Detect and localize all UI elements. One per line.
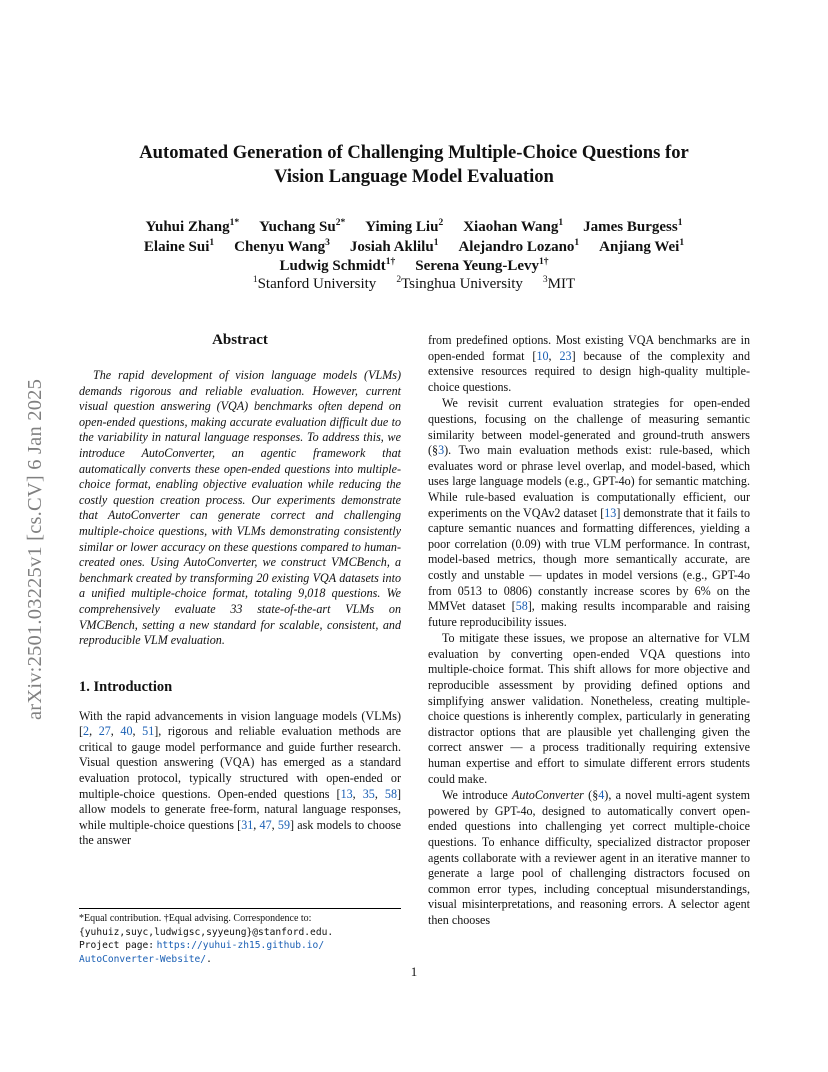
affiliation: $^1$Stanford University (252, 275, 377, 292)
text-segment: ] because of the complexity and extensive resources required to design high-quality multiple-choice questions. (428, 348, 751, 394)
title-line-1: Automated Generation of Challenging Multiple-Choice Questions for (139, 142, 689, 163)
author-list (90, 218, 738, 277)
citation-link[interactable]: 27 (98, 724, 111, 739)
citation-link[interactable]: 13 (604, 505, 617, 520)
intro-paragraph-4 (428, 631, 750, 787)
author-affiliation-marker: 2* (335, 218, 346, 228)
author-row-1 (90, 218, 738, 238)
introduction-heading: 1. Introduction (79, 678, 173, 695)
author-name: Xiaohan Wang$^1$ (463, 218, 564, 235)
text-segment: ] demonstrate that it fails to capture semantic nuances and formatting differences, yielding a poor correlation (0.09) with true VLM performance. In contrast, model-based metrics, though more semantically accurate, are costly and unstable — updates in model versions (e.g., GPT-4o from 0513 to 0806) constantly increase scores by 6% on the MMVet dataset [ (428, 505, 750, 614)
intro-paragraph-5 (428, 788, 750, 928)
author-row-2 (90, 238, 738, 258)
author-name: Anjiang Wei$^1$ (599, 237, 685, 255)
text-segment: , (271, 817, 278, 832)
emphasized-text: AutoConverter (512, 788, 584, 803)
author-name: Yuchang $Su^{2*}$ (259, 218, 346, 235)
citation-link[interactable]: 23 (559, 348, 572, 363)
author-affiliation-marker: 1† (539, 257, 549, 267)
text-segment: , (89, 724, 99, 739)
left-column (79, 332, 401, 849)
author-name: Josiah Aklilu$^1$ (349, 237, 439, 255)
text-segment: ). Two main evaluation methods exist: rule-based, which evaluates word or phrase level overlap, and model-based, which uses large language models (e.g., GPT-4o) for semantic matching. While rule-based evaluation is computationally efficient, our experiments on the VQAv2 dataset [ (428, 443, 750, 520)
footnote-emails: {yuhuiz,suyc,ludwigsc,syyeung}@stanford.edu. (79, 926, 334, 938)
affiliation: $^3$MIT (542, 275, 576, 292)
author-affiliation-marker: 3 (325, 237, 330, 248)
text-segment: ] allow models to generate free-form, natural language responses, while multiple-choice questions [ (79, 786, 402, 832)
project-page-link[interactable]: https://yuhui-zh15.github.io/ (156, 940, 325, 952)
text-segment: , (132, 724, 143, 739)
author-name: James Burgess$^1$ (583, 218, 683, 235)
citation-link[interactable]: 4 (598, 788, 605, 803)
text-segment: We revisit current evaluation strategies for open-ended questions, focusing on the challenge of measuring semantic similarity between model-generated and ground-truth answers (§ (428, 396, 750, 458)
citation-link[interactable]: 31 (241, 817, 254, 832)
right-column (428, 333, 750, 929)
text-segment: We introduce (442, 788, 513, 803)
affiliation-list (90, 275, 738, 294)
abstract-heading: Abstract (212, 332, 268, 348)
text-segment: , (352, 786, 363, 801)
text-segment: With the rapid advancements in vision language models (VLMs) [ (79, 708, 401, 739)
intro-paragraph-2 (428, 333, 750, 395)
footnote-project-label: Project page: (79, 940, 155, 952)
author-affiliation-marker: 1 (558, 218, 564, 228)
author-name: Elaine Sui$^1$ (143, 237, 215, 255)
author-name: Yuhui Zhang$^{1*}$ (145, 218, 240, 235)
author-affiliation-marker: 1 (677, 218, 683, 228)
citation-link[interactable]: 58 (384, 786, 397, 801)
paper-title (100, 141, 728, 189)
title-line-2: Vision Language Model Evaluation (274, 166, 554, 187)
page-number: 1 (410, 964, 418, 979)
author-name: Alejandro Lozano$^1$ (458, 237, 580, 255)
text-segment: ), a novel multi-agent system powered by GPT-4o, designed to automatically convert open-ended questions into challenging yet correct multiple-choice questions. To enhance difficulty, specialized distractor proposer agents collaborate with a reviewer agent in an iterative manner to generate a large pool of challenging distractors focused on common error types, including conceptual misunderstandings, visual misinterpretations, and reasoning errors. A selector agent then chooses (428, 788, 750, 927)
text-segment: , (253, 817, 260, 832)
author-affiliation-marker: 1 (209, 237, 215, 248)
author-affiliation-marker: 1 (433, 237, 439, 248)
citation-link[interactable]: 51 (142, 724, 155, 739)
footnote-equal-contribution: *Equal contribution. †Equal advising. Correspondence to: (79, 913, 312, 924)
citation-link[interactable]: 47 (259, 817, 272, 832)
project-page-link-continued[interactable]: AutoConverter-Website/ (79, 953, 207, 965)
arxiv-identifier-stamp: arXiv:2501.03225v1 [cs.CV] 6 Jan 2025 (24, 378, 46, 720)
citation-link[interactable]: 59 (277, 817, 290, 832)
author-row-3 (90, 257, 738, 277)
author-name: Yiming Liu$^2$ (365, 218, 444, 235)
text-segment: To mitigate these issues, we propose an alternative for VLM evaluation by converting open-ended VQA questions into multiple-choice format. This shift allows for more objective and reproducible assessment by providing defined options and simplifying answer validation. Nonetheless, creating multiple-choice questions is inherently complex, particularly in generating distractor options that are plausible yet challenging given the correct answer — a process traditionally requiring extensive human expertise and effort to simulate different errors students could make. (428, 631, 750, 786)
author-name: Serena Yeung-Levy$^{1\dagger}$ (415, 257, 549, 274)
citation-link[interactable]: 35 (362, 786, 375, 801)
citation-link[interactable]: 40 (120, 724, 133, 739)
author-name: Chenyu Wang$^3$ (234, 237, 330, 255)
text-segment: , (110, 724, 121, 739)
citation-link[interactable]: 58 (515, 599, 528, 614)
citation-link[interactable]: 13 (340, 786, 353, 801)
text-segment: from predefined options. Most existing VQA benchmarks are in open-ended format [ (428, 333, 750, 363)
affiliation: $^2$Tsinghua University (396, 275, 523, 292)
author-affiliation-marker: 2 (438, 218, 444, 228)
intro-paragraph-3 (428, 396, 750, 630)
text-segment: ], rigorous and reliable evaluation methods are critical to gauge model performance and guide further research. Visual question answering (VQA) has emerged as a standard evaluation protocol, typically structured with open-ended or multiple-choice questions. Open-ended questions [ (79, 724, 402, 801)
text-segment: ] ask models to choose the answer (79, 817, 402, 848)
citation-link[interactable]: 3 (438, 443, 445, 458)
text-segment: ], making results incomparable and raising future reproducibility issues. (428, 599, 750, 629)
footnotes: *Equal contribution. †Equal advising. Correspondence to: {yuhuiz,suyc,ludwigsc,syyeung}@stanford.edu. Project page: https://yuhui-zh15.github.io/ AutoConverter-Website/. (79, 908, 401, 966)
text-segment: , (548, 348, 560, 363)
author-affiliation-marker: 1† (385, 257, 396, 267)
abstract-text: The rapid development of vision language models (VLMs) demands rigorous and reliable evaluation. However, current visual question answering (VQA) benchmarks often depend on open-ended questions, making accurate evaluation difficult due to the variability in natural language responses. To address this, we introduce AutoConverter, an agentic framework that automatically converts these open-ended questions into multiple-choice format, enabling objective evaluation while reducing the costly question creation process. Our experiments demonstrate that AutoConverter can generate correct and challenging multiple-choice questions, with VLMs demonstrating consistently similar or lower accuracy on these questions compared to human-created ones. Using AutoConverter, we construct VMCBench, a benchmark created by transforming 20 existing VQA datasets into a unified multiple-choice format, totaling 9,018 questions. We comprehensively evaluate 33 state-of-the-art VLMs on VMCBench, setting a new standard for scalable, consistent, and reproducible VLM evaluation. (79, 368, 401, 648)
author-affiliation-marker: 1 (574, 237, 580, 248)
author-name: Ludwig Schmidt$^{1\dagger}$ (279, 257, 396, 274)
author-affiliation-marker: 1* (229, 218, 240, 228)
citation-link[interactable]: 2 (83, 724, 90, 739)
text-segment: (§ (583, 788, 599, 803)
intro-paragraph-1 (79, 709, 401, 849)
citation-link[interactable]: 10 (536, 348, 549, 363)
text-segment: , (374, 786, 385, 801)
author-affiliation-marker: 1 (679, 237, 685, 248)
